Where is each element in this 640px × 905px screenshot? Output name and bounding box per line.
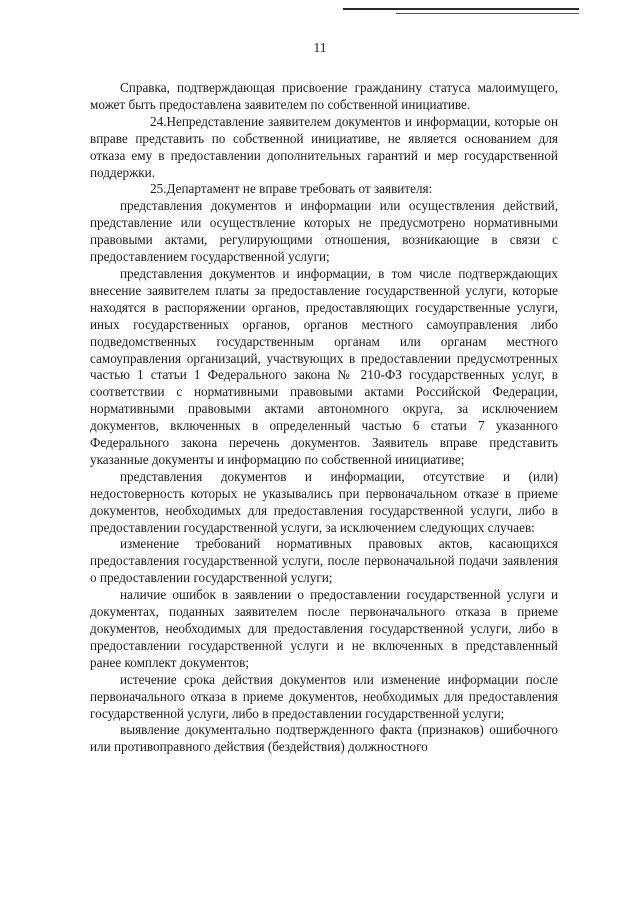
paragraph-text: выявление документально подтвержденного факта (признаков) ошибочного или противоправного действия (бездействия) должностного [90, 722, 558, 755]
paragraph-25 [90, 181, 558, 198]
paragraph-item [90, 198, 558, 266]
paragraph-text: истечение срока действия документов или изменение информации после первоначального отказа в приеме документов, необходимых для предоставления государственной услуги, либо в предоставлении государственной услуги; [90, 671, 558, 721]
page-number: 11 [313, 40, 327, 55]
paragraph-text: представления документов и информации, в том числе подтверждающих внесение заявителем платы за предоставление государственной услуги, которые находятся в распоряжении органов, предоставляющих государственные услуги, иных государственных органов, органов местного самоуправления либо подведомственных государственным органам или органам местного самоуправления организаций, участвующих в предоставлении предусмотренных частью 1 статьи 1 Федерального закона № 210-ФЗ государственных услуг, в соответствии с нормативными правовыми актами Российской Федерации, нормативными правовыми актами автономного округа, за исключением документов, включенных в определенный частью 6 статьи 7 указанного Федерального закона перечень документов. Заявитель вправе представить указанные документы и информацию по собственной инициативе; [90, 265, 558, 467]
header-rule-thin [396, 13, 579, 14]
document-body [90, 80, 558, 756]
paragraph-text: Непредставление заявителем документов и информации, которые он вправе представить по собственной инициативе, не является основанием для отказа ему в предоставлении дополнительных гарантий и мер государственной поддержки. [90, 113, 558, 180]
paragraph-text: Справка, подтверждающая присвоение гражданину статуса малоимущего, может быть предоставлена заявителем по собственной инициативе. [90, 80, 558, 112]
paragraph-text: представления документов и информации, отсутствие и (или) недостоверность которых не указывались при первоначальном отказе в приеме документов, необходимых для предоставления государственной услуги, либо в предоставлении государственной услуги, за исключением следующих случаев: [90, 468, 558, 535]
paragraph-subitem [90, 722, 558, 756]
paragraph-text: изменение требований нормативных правовых актов, касающихся предоставления государственной услуги, после первоначальной подачи заявления о предоставлении государственной услуги; [90, 536, 558, 586]
paragraph-item [90, 266, 558, 469]
paragraph-item [90, 469, 558, 537]
paragraph-subitem [90, 672, 558, 723]
paragraph-text: Департамент не вправе требовать от заявителя: [166, 181, 433, 197]
paragraph-text: представления документов и информации или осуществления действий, представление или осуществление которых не предусмотрено нормативными правовыми актами, регулирующими отношения, возникающие в связи с предоставлением государственной услуги; [90, 198, 558, 265]
paragraph-subitem [90, 587, 558, 672]
paragraph-number: 24. [150, 113, 167, 129]
paragraph-certificate [90, 80, 558, 114]
paragraph-number: 25. [150, 181, 167, 197]
paragraph-subitem [90, 536, 558, 587]
paragraph-24 [90, 114, 558, 182]
paragraph-text: наличие ошибок в заявлении о предоставлении государственной услуги и документах, поданных заявителем после первоначального отказа в приеме документов, необходимых для предоставления государственной услуги, либо в предоставлении государственной услуги и не включенных в представленный ранее комплект документов; [90, 587, 558, 670]
header-rule-thick [343, 8, 579, 10]
